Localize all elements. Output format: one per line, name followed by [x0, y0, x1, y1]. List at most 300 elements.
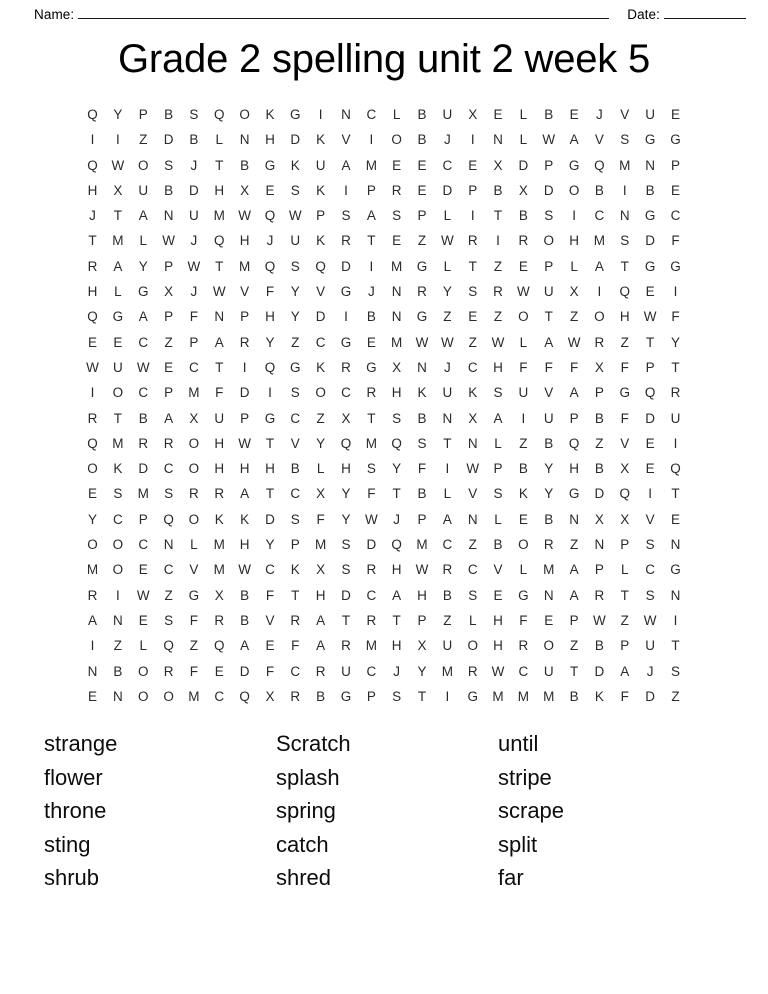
- grid-cell[interactable]: T: [620, 258, 629, 274]
- word-list-item[interactable]: splash: [276, 764, 340, 790]
- grid-cell[interactable]: D: [543, 182, 554, 198]
- grid-cell[interactable]: P: [594, 562, 604, 578]
- grid-cell[interactable]: J: [393, 511, 401, 527]
- grid-cell[interactable]: H: [569, 461, 579, 477]
- grid-cell[interactable]: G: [518, 587, 529, 603]
- grid-cell[interactable]: S: [493, 385, 503, 401]
- grid-cell[interactable]: S: [417, 435, 427, 451]
- grid-cell[interactable]: R: [518, 233, 529, 249]
- grid-cell[interactable]: O: [594, 309, 605, 325]
- grid-cell[interactable]: T: [392, 486, 401, 502]
- grid-cell[interactable]: M: [416, 537, 428, 553]
- grid-cell[interactable]: I: [673, 612, 678, 628]
- grid-cell[interactable]: J: [367, 284, 375, 300]
- grid-cell[interactable]: K: [316, 182, 326, 198]
- grid-cell[interactable]: R: [315, 663, 326, 679]
- grid-cell[interactable]: F: [189, 612, 199, 628]
- grid-cell[interactable]: W: [162, 233, 175, 249]
- grid-cell[interactable]: D: [366, 537, 377, 553]
- grid-cell[interactable]: F: [544, 359, 553, 375]
- grid-cell[interactable]: O: [137, 157, 149, 173]
- grid-cell[interactable]: W: [593, 612, 606, 628]
- grid-cell[interactable]: L: [443, 486, 452, 502]
- grid-cell[interactable]: J: [190, 284, 198, 300]
- grid-cell[interactable]: K: [417, 385, 427, 401]
- grid-cell[interactable]: S: [113, 486, 123, 502]
- grid-cell[interactable]: G: [644, 258, 656, 274]
- word-list-item[interactable]: split: [498, 831, 538, 857]
- grid-cell[interactable]: V: [290, 435, 300, 451]
- grid-cell[interactable]: J: [266, 233, 274, 249]
- grid-cell[interactable]: V: [265, 612, 275, 628]
- grid-cell[interactable]: M: [517, 688, 530, 704]
- grid-cell[interactable]: Z: [291, 334, 300, 350]
- grid-cell[interactable]: V: [620, 107, 630, 122]
- grid-cell[interactable]: G: [568, 157, 580, 173]
- grid-cell[interactable]: W: [136, 359, 150, 375]
- grid-cell[interactable]: W: [288, 208, 302, 224]
- grid-cell[interactable]: I: [445, 688, 450, 704]
- grid-cell[interactable]: C: [290, 486, 301, 502]
- grid-cell[interactable]: S: [670, 663, 680, 679]
- grid-cell[interactable]: S: [645, 587, 655, 603]
- grid-cell[interactable]: E: [265, 638, 275, 654]
- grid-cell[interactable]: N: [594, 537, 605, 553]
- grid-cell[interactable]: G: [416, 258, 428, 274]
- grid-cell[interactable]: D: [239, 385, 250, 401]
- grid-cell[interactable]: R: [214, 486, 225, 502]
- grid-cell[interactable]: L: [190, 537, 198, 553]
- grid-cell[interactable]: R: [417, 284, 427, 300]
- grid-cell[interactable]: T: [367, 410, 376, 426]
- grid-cell[interactable]: Q: [264, 208, 276, 224]
- grid-cell[interactable]: J: [443, 359, 451, 375]
- grid-cell[interactable]: E: [417, 157, 427, 173]
- grid-cell[interactable]: Z: [468, 537, 477, 553]
- grid-cell[interactable]: Q: [87, 107, 98, 122]
- grid-cell[interactable]: E: [468, 157, 478, 173]
- grid-cell[interactable]: Y: [670, 334, 680, 350]
- grid-cell[interactable]: Y: [290, 284, 300, 300]
- grid-cell[interactable]: Q: [315, 258, 326, 274]
- grid-cell[interactable]: E: [493, 587, 503, 603]
- grid-cell[interactable]: B: [290, 461, 300, 477]
- grid-cell[interactable]: B: [316, 688, 326, 704]
- grid-cell[interactable]: G: [670, 132, 681, 148]
- grid-cell[interactable]: Z: [569, 537, 579, 553]
- grid-cell[interactable]: I: [572, 208, 576, 224]
- grid-cell[interactable]: L: [316, 461, 325, 477]
- grid-cell[interactable]: Q: [568, 435, 580, 451]
- grid-cell[interactable]: H: [493, 359, 503, 375]
- grid-cell[interactable]: B: [164, 107, 174, 122]
- grid-cell[interactable]: I: [369, 258, 374, 274]
- grid-cell[interactable]: Z: [671, 688, 680, 704]
- word-list-item[interactable]: sting: [44, 831, 91, 857]
- grid-cell[interactable]: H: [391, 385, 402, 401]
- grid-cell[interactable]: E: [265, 182, 275, 198]
- grid-cell[interactable]: Z: [493, 309, 503, 325]
- grid-cell[interactable]: R: [87, 410, 98, 426]
- grid-cell[interactable]: I: [673, 435, 678, 451]
- grid-cell[interactable]: P: [366, 182, 376, 198]
- grid-cell[interactable]: P: [544, 258, 554, 274]
- grid-cell[interactable]: J: [646, 663, 654, 679]
- grid-cell[interactable]: O: [391, 132, 402, 148]
- grid-cell[interactable]: M: [86, 562, 99, 578]
- grid-cell[interactable]: Z: [139, 132, 148, 148]
- grid-cell[interactable]: E: [214, 663, 224, 679]
- grid-cell[interactable]: Z: [493, 258, 503, 274]
- grid-cell[interactable]: C: [163, 461, 174, 477]
- grid-cell[interactable]: W: [643, 309, 657, 325]
- grid-cell[interactable]: S: [468, 587, 478, 603]
- grid-cell[interactable]: X: [214, 587, 224, 603]
- grid-cell[interactable]: J: [89, 208, 96, 224]
- grid-cell[interactable]: Z: [569, 638, 579, 654]
- grid-cell[interactable]: X: [113, 182, 123, 198]
- grid-cell[interactable]: I: [90, 638, 95, 654]
- grid-cell[interactable]: N: [670, 537, 681, 553]
- grid-cell[interactable]: B: [366, 309, 376, 325]
- grid-cell[interactable]: T: [493, 208, 503, 224]
- grid-cell[interactable]: C: [189, 359, 199, 375]
- grid-cell[interactable]: R: [366, 562, 377, 578]
- grid-cell[interactable]: M: [365, 157, 377, 173]
- grid-cell[interactable]: O: [239, 107, 250, 122]
- grid-cell[interactable]: F: [189, 663, 199, 679]
- grid-cell[interactable]: W: [440, 233, 454, 249]
- grid-cell[interactable]: D: [442, 182, 453, 198]
- grid-cell[interactable]: A: [442, 511, 452, 527]
- grid-cell[interactable]: S: [493, 486, 503, 502]
- grid-cell[interactable]: F: [265, 284, 275, 300]
- grid-cell[interactable]: B: [594, 638, 604, 654]
- grid-cell[interactable]: M: [492, 688, 504, 704]
- grid-cell[interactable]: M: [188, 688, 200, 704]
- grid-cell[interactable]: P: [468, 182, 478, 198]
- grid-cell[interactable]: H: [315, 587, 326, 603]
- grid-cell[interactable]: E: [670, 107, 680, 122]
- grid-cell[interactable]: M: [112, 435, 124, 451]
- grid-cell[interactable]: Q: [87, 157, 98, 173]
- grid-cell[interactable]: K: [468, 385, 478, 401]
- grid-cell[interactable]: P: [417, 511, 427, 527]
- grid-cell[interactable]: S: [392, 688, 402, 704]
- grid-cell[interactable]: I: [116, 132, 120, 148]
- grid-cell[interactable]: O: [137, 663, 149, 679]
- grid-cell[interactable]: S: [290, 385, 300, 401]
- grid-cell[interactable]: Q: [594, 157, 605, 173]
- grid-cell[interactable]: L: [468, 612, 477, 628]
- grid-cell[interactable]: F: [189, 309, 199, 325]
- grid-cell[interactable]: I: [470, 132, 475, 148]
- grid-cell[interactable]: P: [290, 537, 300, 553]
- grid-cell[interactable]: Q: [619, 486, 631, 502]
- grid-cell[interactable]: S: [544, 208, 554, 224]
- grid-cell[interactable]: F: [519, 359, 528, 375]
- grid-cell[interactable]: O: [467, 638, 478, 654]
- grid-cell[interactable]: P: [316, 208, 326, 224]
- grid-cell[interactable]: X: [417, 638, 427, 654]
- grid-cell[interactable]: N: [341, 107, 351, 122]
- grid-cell[interactable]: G: [112, 309, 124, 325]
- grid-cell[interactable]: R: [594, 587, 605, 603]
- grid-cell[interactable]: E: [468, 309, 478, 325]
- name-field[interactable]: [34, 6, 609, 22]
- grid-cell[interactable]: C: [366, 587, 377, 603]
- grid-cell[interactable]: A: [88, 612, 98, 628]
- word-list-item[interactable]: Scratch: [276, 731, 351, 757]
- grid-cell[interactable]: X: [620, 511, 630, 527]
- grid-cell[interactable]: Z: [113, 638, 123, 654]
- grid-cell[interactable]: C: [290, 663, 301, 679]
- grid-cell[interactable]: T: [367, 233, 376, 249]
- grid-cell[interactable]: Z: [620, 334, 629, 350]
- grid-cell[interactable]: U: [518, 385, 529, 401]
- grid-cell[interactable]: A: [138, 208, 148, 224]
- grid-cell[interactable]: C: [670, 208, 681, 224]
- grid-cell[interactable]: B: [417, 410, 427, 426]
- grid-cell[interactable]: K: [316, 359, 326, 375]
- grid-cell[interactable]: M: [619, 157, 631, 173]
- grid-cell[interactable]: U: [442, 107, 453, 122]
- grid-cell[interactable]: O: [112, 537, 124, 553]
- grid-cell[interactable]: Y: [138, 258, 148, 274]
- grid-cell[interactable]: K: [316, 132, 326, 148]
- grid-cell[interactable]: M: [213, 562, 225, 578]
- grid-cell[interactable]: H: [391, 638, 402, 654]
- grid-cell[interactable]: R: [442, 562, 453, 578]
- grid-cell[interactable]: U: [543, 663, 554, 679]
- grid-cell[interactable]: T: [645, 334, 655, 350]
- grid-cell[interactable]: H: [214, 182, 225, 198]
- grid-cell[interactable]: B: [417, 132, 427, 148]
- grid-cell[interactable]: T: [88, 233, 97, 249]
- grid-cell[interactable]: R: [189, 486, 199, 502]
- grid-cell[interactable]: L: [519, 334, 528, 350]
- grid-cell[interactable]: X: [341, 410, 351, 426]
- grid-cell[interactable]: X: [493, 157, 503, 173]
- grid-cell[interactable]: B: [164, 182, 174, 198]
- grid-cell[interactable]: I: [521, 410, 526, 426]
- grid-cell[interactable]: M: [315, 537, 327, 553]
- grid-cell[interactable]: H: [265, 309, 275, 325]
- grid-cell[interactable]: E: [164, 359, 174, 375]
- grid-cell[interactable]: A: [569, 132, 579, 148]
- grid-cell[interactable]: R: [138, 435, 149, 451]
- grid-cell[interactable]: U: [290, 233, 301, 249]
- grid-cell[interactable]: E: [493, 107, 503, 122]
- grid-cell[interactable]: Y: [290, 309, 300, 325]
- grid-cell[interactable]: S: [366, 461, 376, 477]
- grid-cell[interactable]: A: [569, 385, 579, 401]
- grid-cell[interactable]: E: [392, 157, 402, 173]
- grid-cell[interactable]: R: [493, 284, 503, 300]
- grid-cell[interactable]: B: [544, 435, 554, 451]
- grid-cell[interactable]: P: [164, 258, 174, 274]
- grid-cell[interactable]: S: [341, 208, 351, 224]
- grid-cell[interactable]: O: [87, 461, 98, 477]
- grid-cell[interactable]: F: [519, 612, 528, 628]
- grid-cell[interactable]: P: [138, 511, 148, 527]
- grid-cell[interactable]: X: [316, 486, 326, 502]
- grid-cell[interactable]: U: [315, 157, 326, 173]
- grid-cell[interactable]: R: [290, 688, 301, 704]
- grid-cell[interactable]: W: [364, 511, 378, 527]
- grid-cell[interactable]: B: [240, 587, 250, 603]
- grid-cell[interactable]: T: [265, 486, 275, 502]
- grid-cell[interactable]: D: [138, 461, 149, 477]
- grid-cell[interactable]: O: [518, 309, 529, 325]
- grid-cell[interactable]: H: [239, 537, 250, 553]
- grid-cell[interactable]: X: [594, 511, 604, 527]
- grid-cell[interactable]: N: [87, 663, 98, 679]
- grid-cell[interactable]: P: [240, 309, 250, 325]
- grid-cell[interactable]: T: [392, 612, 401, 628]
- grid-cell[interactable]: C: [163, 562, 174, 578]
- grid-cell[interactable]: L: [519, 562, 528, 578]
- word-list-item[interactable]: stripe: [498, 764, 552, 790]
- grid-cell[interactable]: H: [214, 461, 225, 477]
- word-list-item[interactable]: strange: [44, 731, 118, 757]
- grid-cell[interactable]: V: [620, 435, 630, 451]
- grid-cell[interactable]: L: [392, 107, 401, 122]
- grid-cell[interactable]: C: [467, 359, 478, 375]
- grid-cell[interactable]: C: [467, 562, 478, 578]
- grid-cell[interactable]: X: [620, 461, 630, 477]
- grid-cell[interactable]: K: [290, 562, 300, 578]
- grid-cell[interactable]: U: [543, 284, 554, 300]
- grid-cell[interactable]: B: [544, 107, 554, 122]
- grid-cell[interactable]: T: [468, 258, 477, 274]
- grid-cell[interactable]: N: [417, 359, 427, 375]
- grid-cell[interactable]: P: [164, 385, 174, 401]
- grid-cell[interactable]: A: [341, 157, 351, 173]
- grid-cell[interactable]: I: [673, 284, 678, 300]
- grid-cell[interactable]: D: [290, 132, 301, 148]
- grid-cell[interactable]: E: [544, 612, 554, 628]
- grid-cell[interactable]: P: [366, 688, 376, 704]
- grid-cell[interactable]: G: [644, 132, 656, 148]
- grid-cell[interactable]: S: [468, 284, 478, 300]
- grid-cell[interactable]: D: [239, 663, 250, 679]
- grid-cell[interactable]: I: [648, 486, 652, 502]
- grid-cell[interactable]: R: [290, 612, 301, 628]
- grid-cell[interactable]: S: [164, 612, 174, 628]
- grid-cell[interactable]: N: [163, 537, 174, 553]
- grid-cell[interactable]: Y: [88, 511, 98, 527]
- grid-cell[interactable]: D: [645, 410, 655, 426]
- grid-cell[interactable]: Y: [265, 334, 275, 350]
- grid-cell[interactable]: X: [164, 284, 174, 300]
- grid-cell[interactable]: R: [670, 385, 681, 401]
- grid-cell[interactable]: Z: [164, 334, 173, 350]
- grid-cell[interactable]: W: [136, 587, 150, 603]
- grid-cell[interactable]: L: [215, 132, 224, 148]
- grid-cell[interactable]: D: [645, 688, 655, 704]
- grid-cell[interactable]: B: [442, 587, 452, 603]
- grid-cell[interactable]: X: [569, 284, 579, 300]
- grid-cell[interactable]: M: [188, 385, 200, 401]
- grid-cell[interactable]: Z: [417, 233, 427, 249]
- grid-cell[interactable]: T: [215, 157, 224, 173]
- grid-cell[interactable]: O: [543, 638, 554, 654]
- grid-cell[interactable]: T: [265, 435, 275, 451]
- grid-cell[interactable]: F: [620, 359, 629, 375]
- grid-cell[interactable]: O: [568, 182, 580, 198]
- grid-cell[interactable]: K: [113, 461, 123, 477]
- grid-cell[interactable]: P: [164, 309, 174, 325]
- grid-cell[interactable]: W: [238, 208, 251, 224]
- word-list-item[interactable]: flower: [44, 764, 103, 790]
- grid-cell[interactable]: G: [644, 208, 656, 224]
- grid-cell[interactable]: Y: [544, 461, 554, 477]
- word-search-grid[interactable]: [80, 102, 688, 709]
- grid-cell[interactable]: Q: [264, 258, 276, 274]
- grid-cell[interactable]: N: [569, 511, 579, 527]
- grid-cell[interactable]: L: [494, 511, 502, 527]
- grid-cell[interactable]: A: [316, 638, 326, 654]
- grid-cell[interactable]: F: [215, 385, 224, 401]
- grid-cell[interactable]: R: [391, 182, 402, 198]
- grid-cell[interactable]: G: [340, 688, 352, 704]
- grid-cell[interactable]: G: [366, 359, 377, 375]
- grid-cell[interactable]: X: [189, 410, 199, 426]
- grid-cell[interactable]: X: [240, 182, 250, 198]
- grid-cell[interactable]: A: [113, 258, 123, 274]
- grid-cell[interactable]: A: [214, 334, 224, 350]
- grid-cell[interactable]: P: [417, 612, 427, 628]
- grid-cell[interactable]: E: [366, 334, 376, 350]
- grid-cell[interactable]: H: [87, 284, 98, 300]
- grid-cell[interactable]: M: [213, 537, 225, 553]
- grid-cell[interactable]: N: [442, 410, 453, 426]
- grid-cell[interactable]: I: [90, 132, 95, 148]
- grid-cell[interactable]: L: [443, 258, 452, 274]
- grid-cell[interactable]: N: [239, 132, 250, 148]
- grid-cell[interactable]: M: [391, 258, 403, 274]
- grid-cell[interactable]: O: [163, 688, 174, 704]
- grid-cell[interactable]: M: [365, 435, 377, 451]
- grid-cell[interactable]: R: [341, 233, 351, 249]
- grid-cell[interactable]: R: [341, 359, 351, 375]
- grid-cell[interactable]: G: [619, 385, 631, 401]
- grid-cell[interactable]: A: [493, 410, 503, 426]
- grid-cell[interactable]: N: [113, 612, 123, 628]
- grid-cell[interactable]: B: [594, 182, 604, 198]
- grid-cell[interactable]: N: [670, 587, 681, 603]
- grid-cell[interactable]: B: [518, 208, 528, 224]
- grid-cell[interactable]: M: [543, 562, 555, 578]
- grid-cell[interactable]: C: [290, 410, 301, 426]
- grid-cell[interactable]: U: [645, 638, 655, 654]
- grid-cell[interactable]: M: [391, 334, 403, 350]
- grid-cell[interactable]: E: [645, 461, 655, 477]
- grid-cell[interactable]: I: [445, 461, 450, 477]
- grid-cell[interactable]: N: [391, 284, 402, 300]
- grid-cell[interactable]: Q: [163, 638, 174, 654]
- grid-cell[interactable]: P: [620, 638, 630, 654]
- grid-cell[interactable]: I: [369, 132, 374, 148]
- grid-cell[interactable]: Z: [189, 638, 199, 654]
- grid-cell[interactable]: I: [622, 182, 627, 198]
- word-list-item[interactable]: far: [498, 865, 524, 891]
- grid-cell[interactable]: V: [493, 562, 503, 578]
- grid-cell[interactable]: S: [164, 157, 174, 173]
- grid-cell[interactable]: D: [341, 587, 351, 603]
- grid-cell[interactable]: S: [620, 233, 630, 249]
